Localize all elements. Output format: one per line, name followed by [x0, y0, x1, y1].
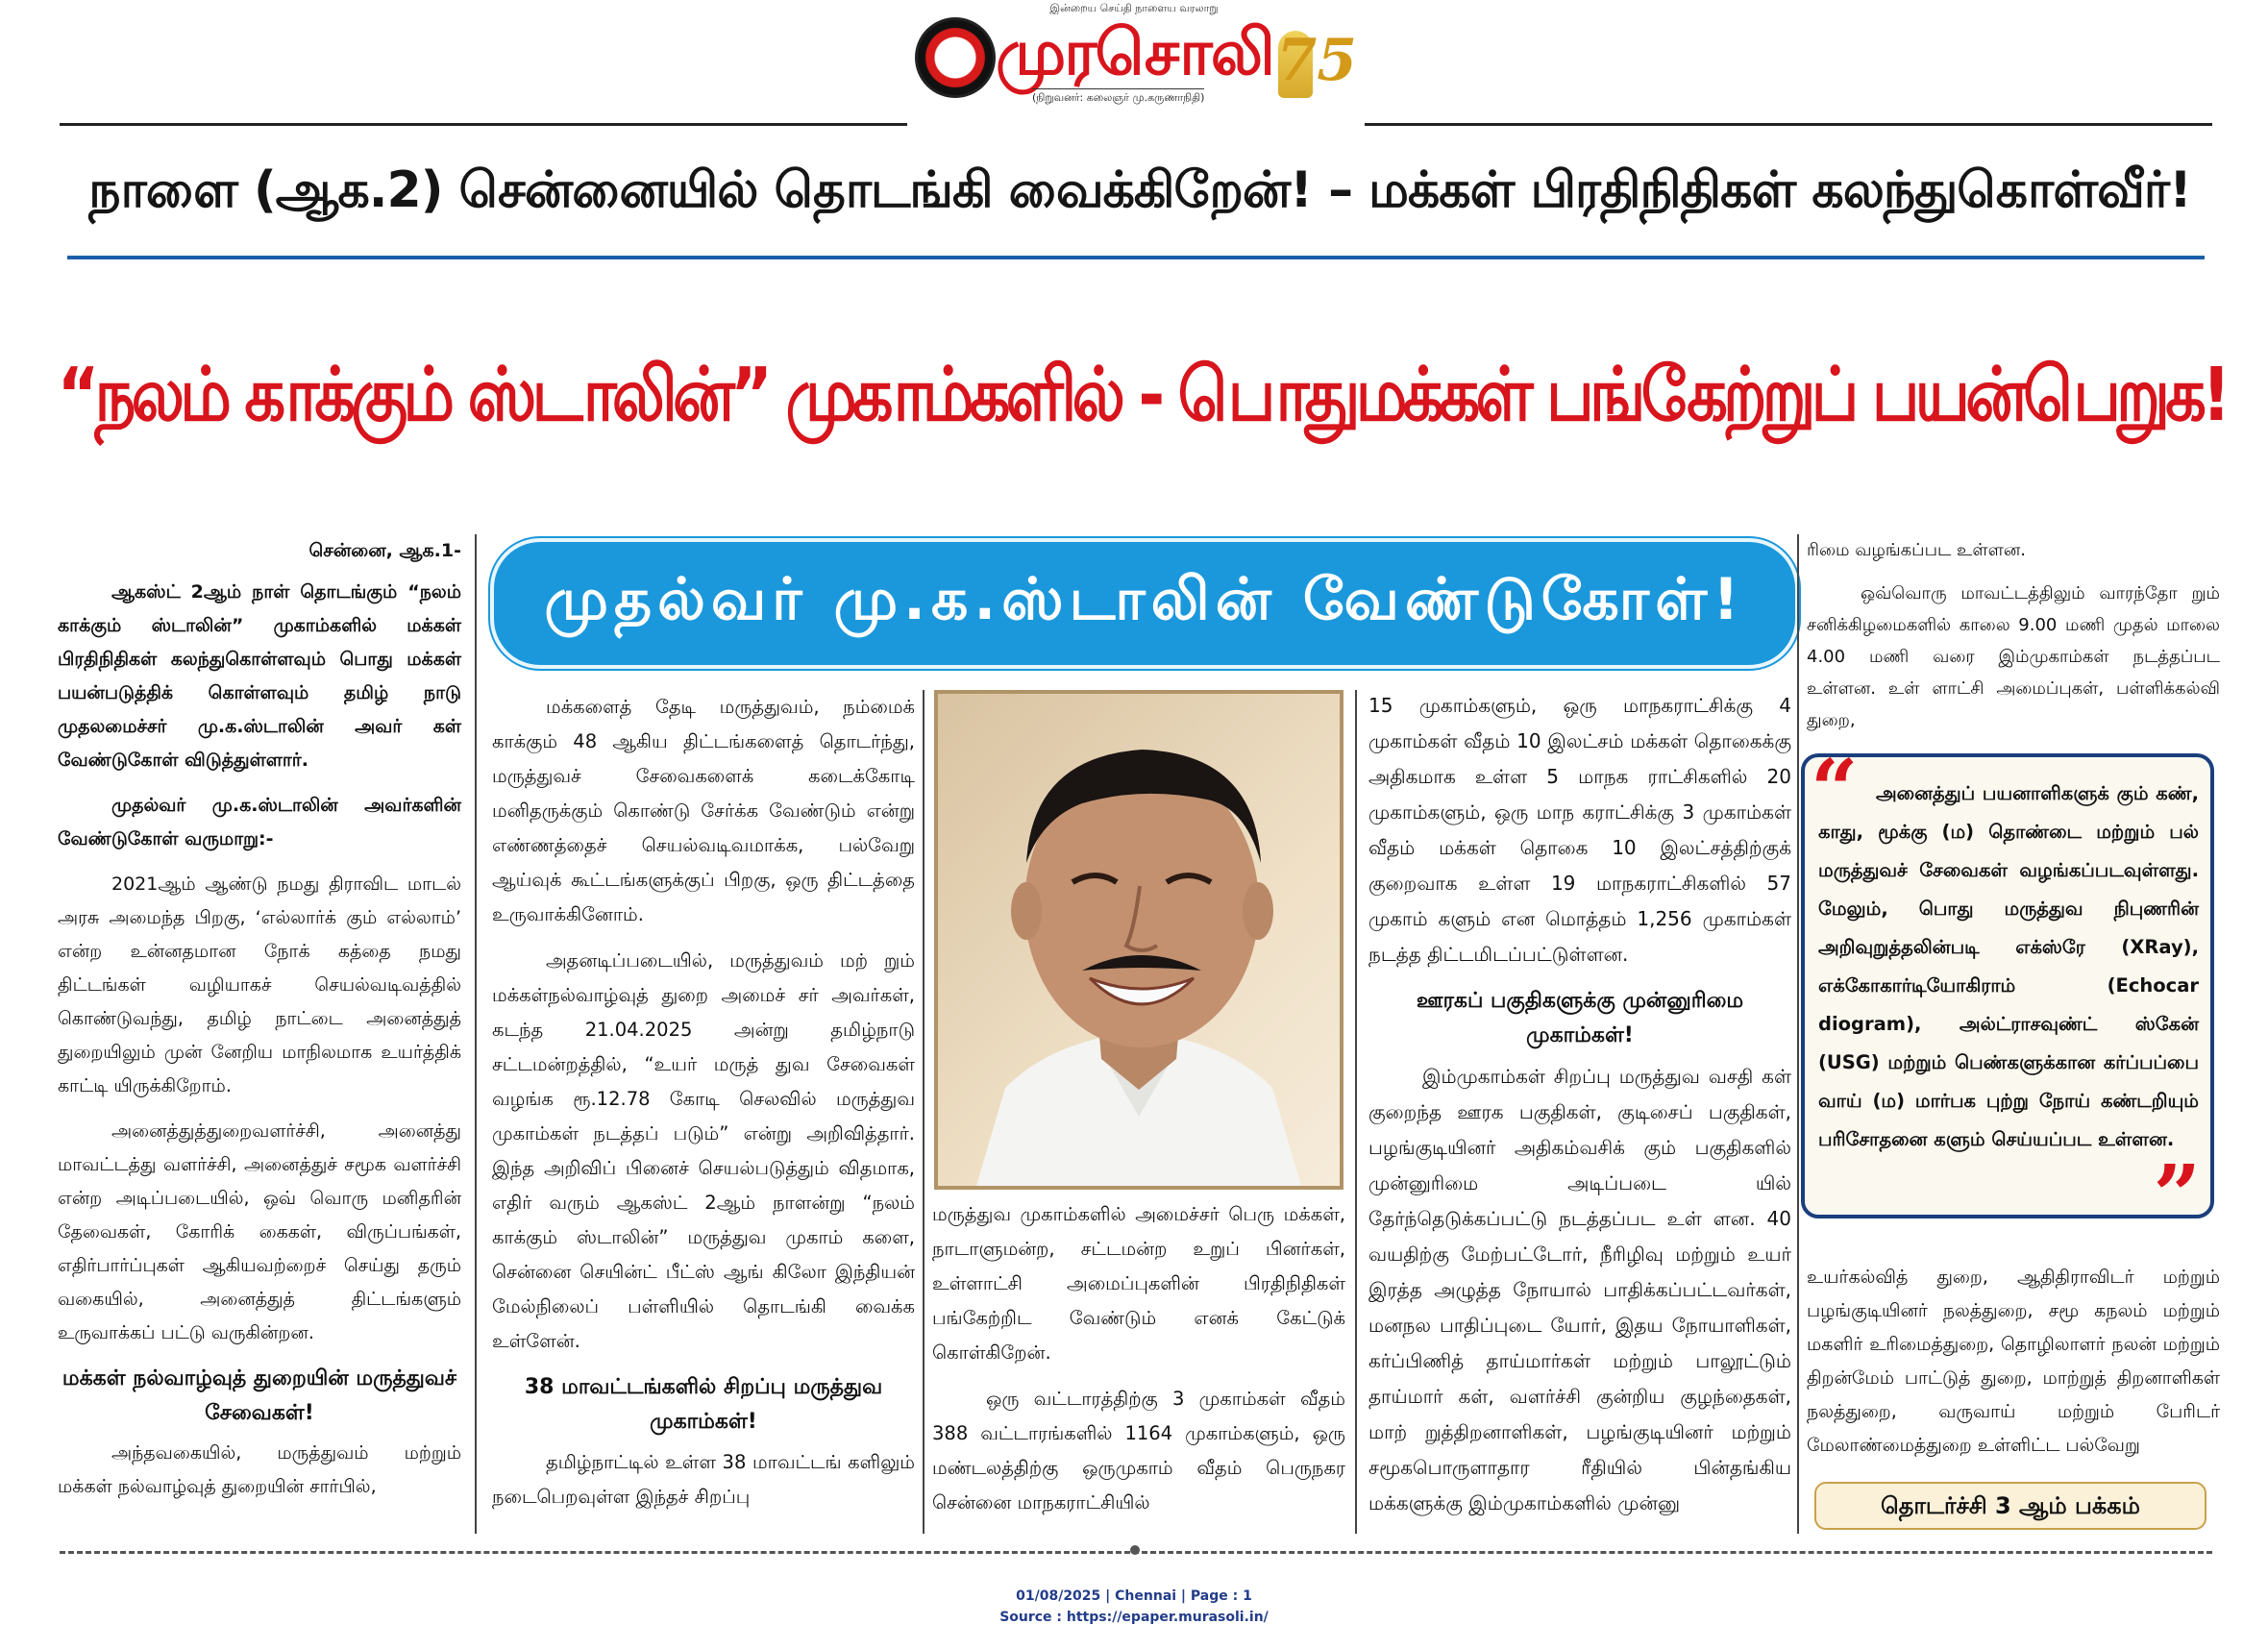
column-5-top — [1807, 534, 2220, 748]
masthead-rule-right — [1365, 123, 2212, 126]
continuation-label: தொடர்ச்சி 3 ஆம் பக்கம் — [1814, 1482, 2206, 1530]
chief-minister-photo — [934, 690, 1344, 1190]
page-footer — [0, 1586, 2268, 1628]
open-quote-icon: “ — [1811, 742, 1859, 839]
paragraph: அதனடிப்படையில், மருத்துவம் மற் றும் மக்கள்நல்வாழ்வுத் துறை அமைச் சர் அவர்கள், கடந்த 21.04.2025 அன்று தமிழ்நாடு சட்டமன்றத்தில், “உயர் மருத் துவ சேவைகள் வழங்க ரூ.12.78 கோடி செலவில் மருத்துவ முகாம்கள் நடத்தப் படும்” என்று அறிவித்தார். இந்த அறிவிப் பினைச் செயல்படுத்தும் விதமாக, எதிர் வரும் ஆகஸ்ட் 2ஆம் நாளன்று “நலம் காக்கும் ஸ்டாலின்” மருத்துவ முகாம் களை, சென்னை செயின்ட் பீட்ஸ் ஆங் கிலோ இந்தியன் மேல்நிலைப் பள்ளியில் தொடங்கி வைக்க உள்ளேன். — [492, 949, 915, 1352]
column-divider — [1797, 534, 1799, 1534]
kicker-headline: நாளை (ஆக.2) சென்னையில் தொடங்கி வைக்கிறேன்! – மக்கள் பிரதிநிதிகள் கலந்துகொள்வீர்! — [88, 161, 2191, 219]
pull-quote-text — [1818, 775, 2199, 1159]
subheading: மக்கள் நல்வாழ்வுத் துறையின் மருத்துவச் சேவைகள்! — [62, 1366, 457, 1425]
kicker-rule — [67, 256, 2205, 259]
anniversary-number: 75 — [1276, 27, 1357, 94]
bottom-rule-dot — [1130, 1545, 1140, 1555]
paragraph: ஒவ்வொரு மாவட்டத்திலும் வாரந்தோ றும் சனிக்கிழமைகளில் காலை 9.00 மணி முதல் மாலை 4.00 மணி வரை இம்முகாம்கள் நடத்தப்பட உள்ளன. உள் ளாட்சி அமைப்புகள், பள்ளிக்கல்வி துறை, — [1807, 583, 2220, 730]
column-3 — [932, 1197, 1345, 1532]
pull-quote-box — [1801, 742, 2214, 1244]
pull-quote-body: அனைத்துப் பயனாளிகளுக் கும் கண், காது, மூக்கு (ம) தொண்டை மற்றும் பல் மருத்துவச் சேவைகள் வழங்கப்படவுள்ளது. மேலும், பொது மருத்துவ நிபுணரின் அறிவுறுத்தலின்படி எக்ஸ்ரே (XRay), எக்கோகார்டியோகிராம் (Echocar diogram), அல்ட்ராசவுண்ட் ஸ்கேன் (USG) மற்றும் பெண்களுக்கான கர்ப்பப்பை வாய் (ம) மார்பக புற்று நோய் கண்டறியும் பரிசோதனை களும் செய்யப்பட உள்ளன. — [1818, 782, 2199, 1150]
paragraph: 15 முகாம்களும், ஒரு மாநகராட்சிக்கு 4 முகாம்கள் வீதம் 10 இலட்சம் மக்கள் தொகைக்கு அதிகமாக உள்ள 5 மாநக ராட்சிகளில் 20 முகாம்களும், ஒரு மாந கராட்சிக்கு 3 முகாம்கள் வீதம் மக்கள் தொகை 10 இலட்சத்திற்குக் குறைவாக உள்ள 19 மாநகராட்சிகளில் 57 முகாம் களும் என மொத்தம் 1,256 முகாம்கள் நடத்த திட்டமிடப்பட்டுள்ளன. — [1368, 694, 1791, 966]
paragraph: 2021ஆம் ஆண்டு நமது திராவிட மாடல் அரசு அமைந்த பிறகு, ‘எல்லார்க் கும் எல்லாம்’ என்ற உன்னதமான நோக் கத்தை நமது திட்டங்கள் வழியாகச் செயல்வடிவத்தில் கொண்டுவந்து, தமிழ் நாட்டை அனைத்துத் துறையிலும் முன் னேறிய மாநிலமாக உயர்த்திக் காட்டி யிருக்கிறோம். — [58, 874, 461, 1096]
footer-source-link[interactable]: Source : https://epaper.murasoli.in/ — [999, 1610, 1269, 1625]
intro-paragraph: ஆகஸ்ட் 2ஆம் நாள் தொடங்கும் “நலம் காக்கும் ஸ்டாலின்” முகாம்களில் மக்கள் பிரதிநிதிகள் கலந்துகொள்ளவும் பொது மக்கள் பயன்படுத்திக் கொள்ளவும் தமிழ் நாடு முதலமைச்சர் மு.க.ஸ்டாலின் அவர் கள் வேண்டுகோள் விடுத்துள்ளார். — [58, 581, 461, 771]
paragraph: ஒரு வட்டாரத்திற்கு 3 முகாம்கள் வீதம் 388 வட்டாரங்களில் 1164 முகாம்களும், ஒரு மண்டலத்திற்கு ஒருமுகாம் வீதம் பெருநகர சென்னை மாநகராட்சியில் — [932, 1388, 1345, 1514]
main-headline: “நலம் காக்கும் ஸ்டாலின்” முகாம்களில் - பொதுமக்கள் பங்கேற்றுப் பயன்பெறுக! — [57, 351, 2227, 438]
column-2 — [492, 690, 915, 1526]
lead-paragraph: முதல்வர் மு.க.ஸ்டாலின் அவர்களின் வேண்டுகோள் வருமாறு:- — [58, 795, 461, 849]
column-4 — [1368, 688, 1791, 1533]
paragraph: மருத்துவ முகாம்களில் அமைச்சர் பெரு மக்கள், நாடாளுமன்ற, சட்டமன்ற உறுப் பினர்கள், உள்ளாட்சி அமைப்புகளின் பிரதிநிதிகள் பங்கேற்றிட வேண்டும் எனக் கேட்டுக் கொள்கிறேன். — [932, 1203, 1345, 1364]
masthead-rule-left — [60, 123, 907, 126]
banner-text: முதல்வர் மு.க.ஸ்டாலின் வேண்டுகோள்! — [544, 566, 1745, 633]
paragraph: ரிமை வழங்கப்பட உள்ளன. — [1807, 540, 2027, 560]
paragraph: அனைத்துத்துறைவளர்ச்சி, அனைத்து மாவட்டத்து வளர்ச்சி, அனைத்துச் சமூக வளர்ச்சி என்ற அடிப்படையில், ஒவ் வொரு மனிதரின் தேவைகள், கோரிக் கைகள், விருப்பங்கள், எதிர்பார்ப்புகள் ஆகியவற்றைச் செய்து தரும் வகையில், அனைத்துத் திட்டங்களும் உருவாக்கப் பட்டு வருகின்றன. — [58, 1120, 461, 1343]
paragraph: தமிழ்நாட்டில் உள்ள 38 மாவட்டங் களிலும் நடைபெறவுள்ள இந்தச் சிறப்பு — [492, 1451, 915, 1508]
paragraph: மக்களைத் தேடி மருத்துவம், நம்மைக் காக்கும் 48 ஆகிய திட்டங்களைத் தொடர்ந்து, மருத்துவச் சேவைகளைக் கடைக்கோடி மனிதருக்கும் கொண்டு சேர்க்க வேண்டும் என்று எண்ணத்தைச் செயல்வடிவமாக்க, பல்வேறு ஆய்வுக் கூட்டங்களுக்குப் பிறகு, ஒரு திட்டத்தை உருவாக்கினோம். — [492, 696, 915, 925]
column-divider — [923, 690, 924, 1534]
newspaper-logo: முரசொலி — [996, 14, 1273, 89]
subheading: ஊரகப் பகுதிகளுக்கு முன்னுரிமை முகாம்கள்! — [1416, 989, 1744, 1047]
paragraph: இம்முகாம்கள் சிறப்பு மருத்துவ வசதி கள் குறைந்த ஊரக பகுதிகள், குடிசைப் பகுதிகள், பழங்குடியினர் அதிகம்வசிக் கும் பகுதிகளில் முன்னுரிமை அடிப்படை யில் தேர்ந்தெடுக்கப்பட்டு நடத்தப்பட உள் ளன. 40 வயதிற்கு மேற்பட்டோர், நீரிழிவு மற்றும் உயர் இரத்த அழுத்த நோயால் பாதிக்கப்பட்டவர்கள், மனநல பாதிப்புடை யோர், இதய நோயாளிகள், கர்ப்பிணித் தாய்மார்கள் மற்றும் பாலூட்டும் தாய்மார் கள், வளர்ச்சி குன்றிய குழந்தைகள், மாற் றுத்திறனாளிகள், பழங்குடியினர் மற்றும் சமூகபொருளாதார ரீதியில் பின்தங்கிய மக்களுக்கு இம்முகாம்களில் முன்னு — [1368, 1065, 1791, 1514]
party-seal-icon — [915, 17, 996, 98]
paragraph: அந்தவகையில், மருத்துவம் மற்றும் மக்கள் நல்வாழ்வுத் துறையின் சார்பில், — [58, 1442, 461, 1497]
paragraph: உயர்கல்வித் துறை, ஆதிதிராவிடர் மற்றும் பழங்குடியினர் நலத்துறை, சமூ கநலம் மற்றும் மகளிர் உரிமைத்துறை, தொழிலாளர் நலன் மற்றும் திறன்மேம் பாட்டுத் துறை, மாற்றுத் திறனாளிகள் நலத்துறை, வருவாய் மற்றும் பேரிடர் மேலாண்மைத்துறை உள்ளிட்ட பல்வேறு — [1807, 1267, 2220, 1456]
column-1 — [58, 534, 461, 1515]
dateline: சென்னை, ஆக.1- — [308, 540, 461, 561]
subheading: 38 மாவட்டங்களில் சிறப்பு மருத்துவ முகாம்கள்! — [524, 1375, 883, 1434]
column-divider — [475, 534, 477, 1534]
masthead — [0, 0, 2268, 115]
logo-subtitle: (நிறுவனர்: கலைஞர் மு.கருணாநிதி) — [1032, 88, 1204, 106]
masthead-tagline: இன்றைய செய்தி நாளைய வரலாறு — [1049, 2, 1219, 14]
anniversary-emblem — [1278, 19, 1357, 104]
column-5-bottom — [1807, 1261, 2220, 1474]
close-quote-icon: ” — [2153, 1147, 2201, 1244]
footer-date-page: 01/08/2025 | Chennai | Page : 1 — [1016, 1588, 1252, 1604]
appeal-banner — [490, 538, 1799, 669]
column-divider — [1355, 690, 1357, 1534]
